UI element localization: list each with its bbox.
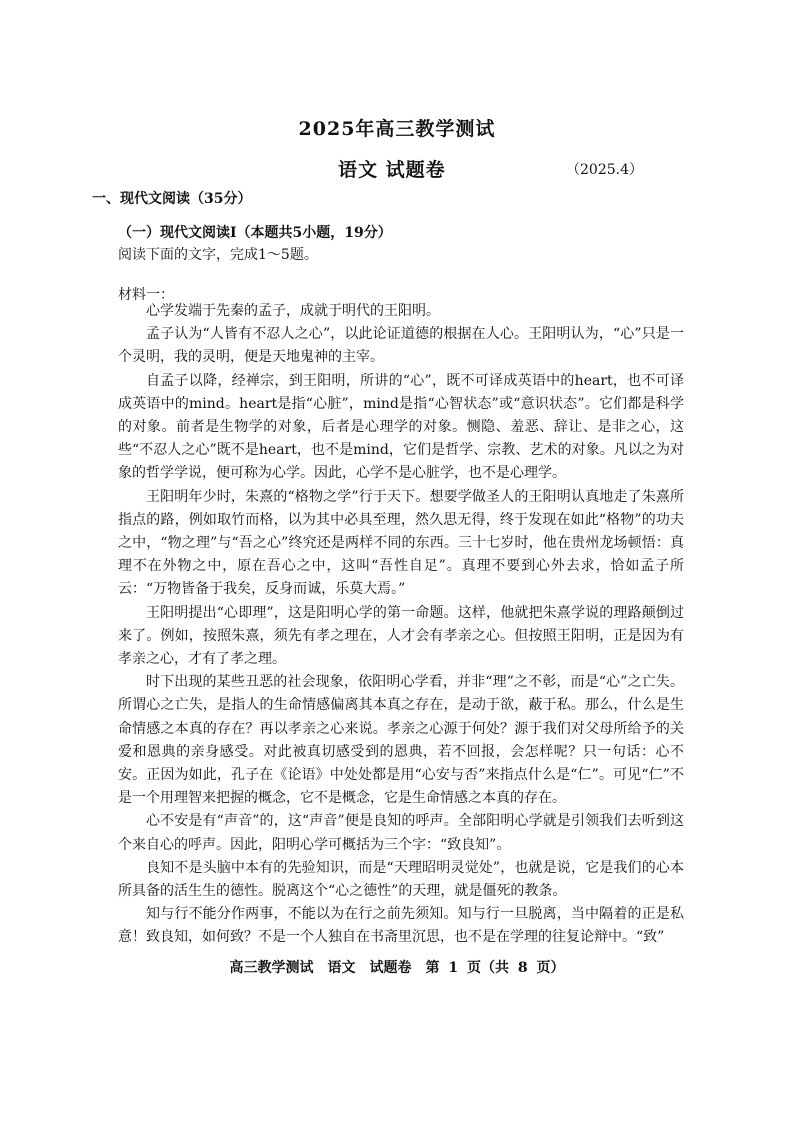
material-paragraph: 知与行不能分作两事，不能以为在行之前先须知。知与行一旦脱离，当中隔着的正是私意！致良知，如何致？不是一个人独自在书斋里沉思，也不是在学理的往复论辩中。“致” bbox=[118, 906, 684, 946]
material-label: 材料一： bbox=[118, 287, 174, 303]
material-paragraph: 心学发端于先秦的孟子，成就于明代的王阳明。 bbox=[146, 303, 440, 319]
exam-date: （2025.4） bbox=[566, 162, 643, 178]
exam-title: 2025年高三教学测试 bbox=[298, 118, 496, 140]
material-paragraph: 王阳明提出“心即理”，这是阳明心学的第一命题。这样，他就把朱熹学说的理路颠倒过来了。例如，按照朱熹，须先有孝之理在，人才会有孝亲之心。但按照王阳明，正是因为有孝亲之心，才有了孝之理。 bbox=[118, 604, 684, 668]
material-paragraph: 良知不是头脑中本有的先验知识，而是“天理昭明灵觉处”，也就是说，它是我们的心本所具备的活生生的德性。脱离这个“心之德性”的天理，就是僵死的教条。 bbox=[118, 859, 684, 900]
exam-subtitle: 语文 试题卷 bbox=[338, 159, 446, 181]
section-heading: 一、现代文阅读（35分） bbox=[92, 191, 252, 207]
subsection-heading: （一）现代文阅读Ⅰ（本题共5小题，19分） bbox=[118, 225, 392, 241]
material-body bbox=[118, 300, 684, 950]
subtitle-row bbox=[0, 155, 794, 181]
page-footer: 高三教学测试 语文 试题卷 第 1 页（共 8 页） bbox=[229, 960, 565, 976]
material-paragraph: 心不安是有“声音”的，这“声音”便是良知的呼声。全部阳明心学就是引领我们去听到这个来自心的呼声。因此，阳明心学可概括为三个字：“致良知”。 bbox=[118, 813, 684, 853]
material-paragraph: 时下出现的某些丑恶的社会现象，依阳明心学看，并非“理”之不彰，而是“心”之亡失。所谓心之亡失，是指人的生命情感偏离其本真之存在，是动于欲，蔽于私。那么，什么是生命情感之本真的存在？再以孝亲之心来说。孝亲之心源于何处？源于我们对父母所给予的关爱和恩典的亲身感受。对此被真切感受到的恩典，若不回报，会怎样呢？只一句话：心不安。正因为如此，孔子在《论语》中处处都是用“心安与否”来指点什么是“仁”。可见“仁”不是一个用理智来把握的概念，它不是概念，它是生命情感之本真的存在。 bbox=[118, 674, 684, 807]
material-paragraph: 自孟子以降，经禅宗，到王阳明，所讲的“心”，既不可译成英语中的heart，也不可译成英语中的mind。heart是指“心脏”，mind是指“心智状态”或“意识状态”。它们都是科学的对象。前者是生物学的对象，后者是心理学的对象。恻隐、羞恶、辞让、是非之心，这些“不忍人之心”既不是heart，也不是mind，它们是哲学、宗教、艺术的对象。凡以之为对象的哲学学说，便可称为心学。因此，心学不是心脏学，也不是心理学。 bbox=[118, 372, 684, 482]
material-paragraph: 王阳明年少时，朱熹的“格物之学”行于天下。想要学做圣人的王阳明认真地走了朱熹所指点的路，例如取竹而格，以为其中必具至理，然久思无得，终于发现在如此“格物”的功夫之中，“物之理”与“吾之心”终究还是两样不同的东西。三十七岁时，他在贵州龙场顿悟：真理不在外物之中，原在吾心之中，这叫“吾性自足”。真理不要到心外去求，恰如孟子所云：“万物皆备于我矣，反身而诚，乐莫大焉。” bbox=[118, 488, 684, 598]
material-paragraph: 孟子认为“人皆有不忍人之心”，以此论证道德的根据在人心。王阳明认为，“心”只是一个灵明，我的灵明，便是天地鬼神的主宰。 bbox=[118, 326, 684, 366]
reading-instruction: 阅读下面的文字，完成1～5题。 bbox=[118, 247, 318, 263]
